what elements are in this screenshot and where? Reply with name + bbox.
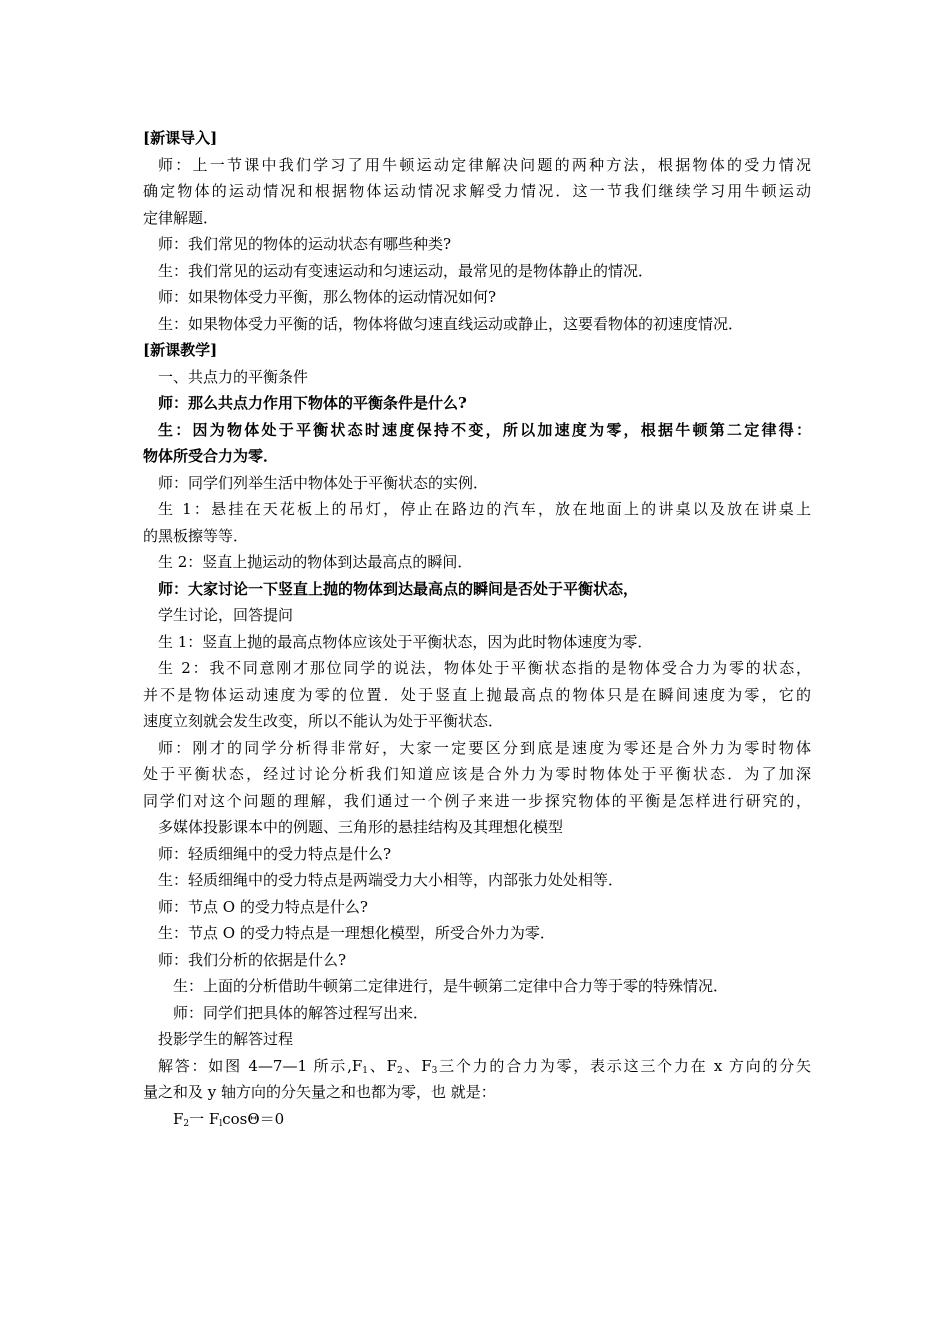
student-answer [143,496,811,549]
paragraph-line: 量之和及 y 轴方向的分矢量之和也都为零，也 就是： [143,1083,496,1101]
dialogue-line: 师：节点 O 的受力特点是什么? [158,897,368,916]
student-answer-bold [143,417,811,470]
dialogue-line: 师：我们分析的依据是什么? [158,950,347,969]
dialogue-line: 师：轻质细绳中的受力特点是什么? [158,844,392,863]
dialogue-line: 多媒体投影课本中的例题、三角形的悬挂结构及其理想化模型 [158,818,564,836]
paragraph-line: 生：因为物体处于平衡状态时速度保持不变，所以加速度为零，根据牛顿第二定律得： [158,420,811,439]
dialogue-line: 生：上面的分析借助牛顿第二定律进行，是牛顿第二定律中合力等于零的特殊情况． [173,977,729,995]
dialogue-line: 师：我们常见的物体的运动状态有哪些种类? [158,235,452,253]
dialogue-line: 生 1：竖直上抛的最高点物体应该处于平衡状态，因为此时物体速度为零． [158,632,653,651]
dialogue-line: 生 2：竖直上抛运动的物体到达最高点的瞬间． [158,553,473,571]
dialogue-line: 投影学生的解答过程 [158,1030,294,1048]
dialogue-line: 学生讨论，回答提问 [158,606,294,624]
paragraph-line: 同学们对这个问题的理解，我们通过一个例子来进一步探究物体的平衡是怎样进行研究的， [143,791,811,810]
paragraph-line: 的黑板擦等等． [143,526,249,545]
subheading-equilibrium: 一、共点力的平衡条件 [158,367,309,386]
paragraph-intro [143,152,811,232]
paragraph-line: 并不是物体运动速度为零的位置．处于竖直上抛最高点的物体只是在瞬间速度为零，它的 [143,685,811,704]
paragraph-line: 解答：如图 4—7—1 所示$,F_1$、$F_2$、$F_3$三个力的合力为零，表示这三个力在 x 方向的分矢 [158,1056,811,1076]
paragraph-line: 定律解题． [143,208,219,227]
document-body [143,125,811,1132]
teacher-question-bold: 师：那么共点力作用下物体的平衡条件是什么? [158,394,467,412]
section-heading-intro: [新课导入] [143,129,218,147]
paragraph-line: 师：刚才的同学分析得非常好，大家一定要区分到底是速度为零还是合外力为零时物体 [158,738,811,757]
paragraph-line: 生 2：我不同意刚才那位同学的说法，物体处于平衡状态指的是物体受合力为零的状态， [158,659,811,677]
paragraph-line: 处于平衡状态，经过讨论分析我们知道应该是合外力为零时物体处于平衡状态．为了加深 [143,765,811,783]
paragraph-line: 生 1：悬挂在天花板上的吊灯，停止在路边的汽车，放在地面上的讲桌以及放在讲桌上 [158,500,811,518]
dialogue-line: 师：同学们把具体的解答过程写出来． [173,1003,429,1022]
teacher-question-bold: 师：大家讨论一下竖直上抛的物体到达最高点的瞬间是否处于平衡状态， [158,579,639,598]
dialogue-line: 生：节点 O 的受力特点是一理想化模型，所受合外力为零． [158,924,555,942]
dialogue-line: 师：如果物体受力平衡，那么物体的运动情况如何? [158,288,497,306]
paragraph-line: 物体所受合力为零． [143,447,279,465]
dialogue-line: 生：如果物体受力平衡的话，物体将做匀速直线运动或静止，这要看物体的初速度情况． [158,314,744,333]
dialogue-line: 生：我们常见的运动有变速运动和匀速运动，最常见的是物体静止的情况． [158,261,654,280]
teacher-remark [143,735,811,815]
paragraph-line: 确定物体的运动情况和根据物体运动情况求解受力情况．这一节我们继续学习用牛顿运动 [143,182,811,200]
paragraph-line: 师：上一节课中我们学习了用牛顿运动定律解决问题的两种方法，根据物体的受力情况 [158,155,811,174]
solution-paragraph [143,1053,811,1106]
dialogue-line: 师：同学们列举生活中物体处于平衡状态的实例． [158,473,489,492]
section-heading-teaching: [新课教学] [143,341,218,359]
equation: $F_2$一 $F_l\cos\Theta=0$ [173,1109,285,1129]
paragraph-line: 速度立刻就会发生改变，所以不能认为处于平衡状态． [143,712,504,730]
student-answer [143,655,811,735]
dialogue-line: 生：轻质细绳中的受力特点是两端受力大小相等，内部张力处处相等． [158,871,624,889]
